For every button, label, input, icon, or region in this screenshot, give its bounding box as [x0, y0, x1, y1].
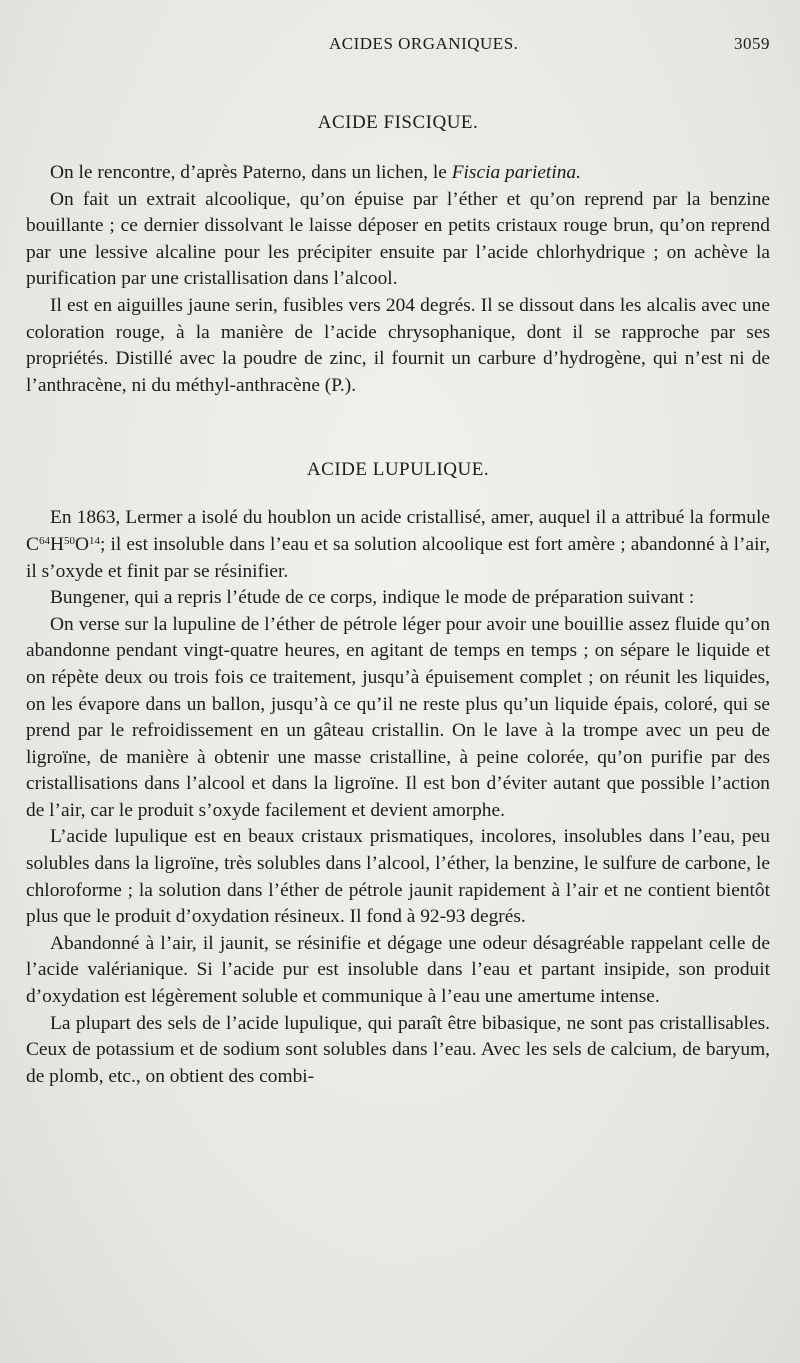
- paragraph: La plupart des sels de l’acide lupulique, qui paraît être bibasique, ne sont pas cristallisables. Ceux de potassium et de sodium sont solubles dans l’eau. Avec les sels de calcium, de baryum, de plomb, etc., on obtient des combi-: [26, 1012, 770, 1087]
- formula-subscript: 64: [38, 534, 50, 547]
- page-number: 3059: [734, 34, 770, 53]
- paragraph: Il est en aiguilles jaune serin, fusibles vers 204 degrés. Il se dissout dans les alcalis avec une coloration rouge, à la manière de l’acide chrysophanique, dont il se rapproche par ses propriétés. Distillé avec la poudre de zinc, il fournit un carbure d’hydrogène, qui n’est ni de l’anthracène, ni du méthyl-anthracène (P.).: [26, 294, 770, 396]
- running-title: ACIDES ORGANIQUES.: [329, 34, 519, 53]
- section-acide-lupulique: [26, 459, 770, 1090]
- formula-paragraph: En 1863, Lermer a isolé du houblon un acide cristallisé, amer, auquel il a attribué la formule $C^{64}H^{50}O^{14}$; il est insoluble dans l’eau et sa solution alcoolique est fort amère ; abandonné à l’air, il s’oxyde et finit par se résinifier.: [26, 507, 770, 582]
- section-title: ACIDE FISCIQUE.: [317, 112, 479, 133]
- section-title: ACIDE LUPULIQUE.: [306, 459, 490, 481]
- paragraph: On verse sur la lupuline de l’éther de pétrole léger pour avoir une bouillie assez fluide qu’on abandonne pendant vingt-quatre heures, en agitant de temps en temps ; on sépare le liquide et on répète deux ou trois fois ce traitement, jusqu’à épuisement complet ; on réunit les liquides, on les évapore dans un ballon, jusqu’à ce qu’il ne reste plus qu’un liquide épais, coloré, qui se prend par le refroidissement en un gâteau cristallin. On le lave à la trompe avec un peu de ligroïne, de manière à obtenir une masse cristalline, à peine colorée, qu’on purifie par des cristallisations dans l’alcool et dans la ligroïne. Il est bon d’éviter autant que possible l’action de l’air, car le produit s’oxyde facilement et devient amorphe.: [26, 613, 770, 821]
- formula-subscript: 14: [88, 534, 100, 547]
- paragraph: L’acide lupulique est en beaux cristaux prismatiques, incolores, insolubles dans l’eau, peu solubles dans la ligroïne, très solubles dans l’alcool, l’éther, la benzine, le sulfure de carbone, le chloroforme ; la solution dans l’éther de pétrole jaunit rapidement à l’air et ne contient bientôt plus que le produit d’oxydation résineux. Il fond à 92-93 degrés.: [26, 826, 770, 928]
- formula-subscript: 50: [63, 534, 75, 547]
- section-acide-fiscique: [26, 112, 770, 399]
- running-header: [26, 30, 770, 66]
- paragraph: Abandonné à l’air, il jaunit, se résinifie et dégage une odeur désagréable rappelant celle de l’acide valérianique. Si l’acide pur est insoluble dans l’eau et partant insipide, son produit d’oxydation est légèrement soluble et communique à l’eau une amertume intense.: [26, 932, 770, 1008]
- paragraph: Bungener, qui a repris l’étude de ce corps, indique le mode de préparation suivant :: [50, 587, 695, 609]
- paragraph: On le rencontre, d’après Paterno, dans un lichen, le Fiscia parietina.: [50, 162, 581, 183]
- species-name: Fiscia parietina.: [451, 162, 581, 183]
- paragraph: On fait un extrait alcoolique, qu’on épuise par l’éther et qu’on reprend par la benzine bouillante ; ce dernier dissolvant le laisse déposer en petits cristaux rouge brun, qu’on reprend par une lessive alcaline pour les précipiter ensuite par l’acide chlorhydrique ; on achève la purification par une cristallisation dans l’alcool.: [26, 188, 770, 290]
